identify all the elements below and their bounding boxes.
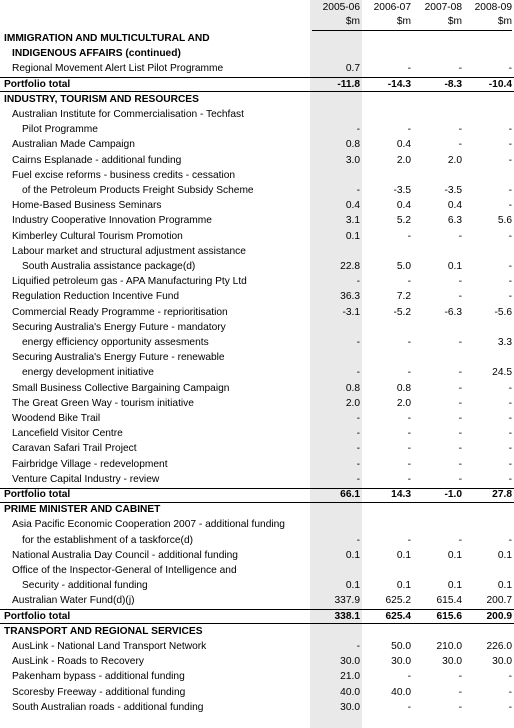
cell-value: - — [508, 291, 512, 303]
section-heading-row — [0, 31, 514, 46]
table-row — [0, 426, 514, 441]
cell-value: 0.1 — [345, 549, 360, 561]
cell-value: - — [356, 534, 360, 546]
cell-value: 337.9 — [334, 595, 360, 607]
cell-value: - — [508, 428, 512, 440]
cell-value: - — [458, 413, 462, 424]
cell-value: - — [356, 458, 360, 470]
row-label: South Australian roads - additional funding — [12, 701, 204, 713]
cell-value: 625.4 — [385, 610, 411, 622]
row-label: Fairbridge Village - redevelopment — [12, 458, 168, 470]
cell-value: 0.1 — [345, 580, 360, 592]
cell-value: 30.0 — [340, 701, 360, 713]
cell-value: - — [508, 671, 512, 683]
row-label: Pilot Programme — [22, 124, 98, 136]
cell-value: 30.0 — [442, 656, 462, 668]
row-label: Australian Water Fund(d)(j) — [12, 595, 135, 607]
cell-value: - — [356, 337, 360, 348]
table-row — [0, 61, 514, 76]
cell-value: - — [407, 230, 411, 242]
cell-value: - — [508, 534, 512, 546]
cell-value: - — [458, 701, 462, 713]
column-header-2005-06 — [310, 1, 360, 31]
cell-value: 0.8 — [345, 139, 360, 151]
row-label: AusLink - Roads to Recovery — [12, 656, 144, 668]
table-row — [0, 533, 514, 548]
row-label: energy efficiency opportunity assesments — [22, 337, 209, 348]
section-heading: TRANSPORT AND REGIONAL SERVICES — [4, 625, 203, 637]
cell-value: - — [407, 63, 411, 75]
row-label: Liquified petroleum gas - APA Manufacturing Pty Ltd — [12, 276, 247, 288]
cell-value: 40.0 — [391, 686, 411, 698]
cell-value: 22.8 — [340, 261, 360, 272]
row-label: Industry Cooperative Innovation Programme — [12, 215, 212, 227]
table-row — [0, 198, 514, 213]
row-label: Securing Australia's Energy Future - renewable — [12, 352, 225, 364]
cell-value: 3.3 — [497, 337, 512, 348]
column-unit: $m — [345, 16, 360, 27]
cell-value: - — [508, 276, 512, 288]
cell-value: 200.7 — [486, 595, 512, 607]
cell-value: - — [458, 458, 462, 470]
row-label: Fuel excise reforms - business credits - cessation — [12, 169, 236, 181]
table-row — [0, 137, 514, 152]
cell-value: 2.0 — [396, 397, 411, 409]
cell-value: 40.0 — [340, 686, 360, 698]
cell-value: - — [458, 397, 462, 409]
section-heading: PRIME MINISTER AND CABINET — [4, 504, 161, 516]
cell-value: -11.8 — [337, 78, 360, 90]
cell-value: 0.4 — [396, 139, 411, 151]
row-label: for the establishment of a taskforce(d) — [22, 534, 194, 546]
table-row — [0, 365, 514, 380]
cell-value: 21.0 — [340, 671, 360, 683]
cell-value: 0.4 — [345, 200, 360, 212]
cell-value: - — [458, 443, 462, 455]
column-header-2006-07 — [362, 1, 411, 31]
cell-value: 0.1 — [447, 580, 462, 592]
section-heading: INDIGENOUS AFFAIRS (continued) — [12, 48, 181, 60]
cell-value: 2.0 — [345, 397, 360, 409]
cell-value: - — [458, 473, 462, 485]
cell-value: - — [407, 428, 411, 440]
cell-value: - — [508, 473, 512, 485]
cell-value: - — [407, 124, 411, 136]
table-row — [0, 411, 514, 426]
cell-value: 0.7 — [345, 63, 360, 75]
cell-value: - — [407, 413, 411, 424]
cell-value: - — [356, 473, 360, 485]
cell-value: 3.1 — [345, 215, 360, 227]
cell-value: 5.0 — [396, 261, 411, 272]
cell-value: 615.6 — [436, 610, 462, 622]
row-label: Regulation Reduction Incentive Fund — [12, 291, 180, 303]
column-year: 2005-06 — [322, 2, 360, 13]
table-row — [0, 289, 514, 304]
cell-value: 2.0 — [447, 154, 462, 166]
cell-value: - — [407, 337, 411, 348]
table-row — [0, 274, 514, 289]
row-label: Kimberley Cultural Tourism Promotion — [12, 230, 183, 242]
table-row — [0, 305, 514, 320]
cell-value: 226.0 — [486, 641, 512, 652]
section-heading-row — [0, 502, 514, 517]
cell-value: 0.1 — [447, 261, 462, 272]
cell-value: - — [508, 443, 512, 455]
cell-value: - — [407, 701, 411, 713]
cell-value: - — [458, 337, 462, 348]
cell-value: 0.1 — [497, 549, 512, 561]
cell-value: 0.8 — [345, 382, 360, 394]
row-label: Small Business Collective Bargaining Campaign — [12, 382, 230, 394]
table-row — [0, 213, 514, 228]
cell-value: 3.0 — [345, 154, 360, 166]
cell-value: - — [458, 534, 462, 546]
cell-value: - — [508, 261, 512, 272]
table-row — [0, 517, 514, 532]
cell-value: - — [458, 63, 462, 75]
row-label: energy development initiative — [22, 367, 154, 379]
row-label: Regional Movement Alert List Pilot Programme — [12, 63, 224, 75]
row-label: Venture Capital Industry - review — [12, 473, 160, 485]
cell-value: - — [458, 291, 462, 303]
cell-value: - — [458, 428, 462, 440]
cell-value: - — [508, 139, 512, 151]
cell-value: - — [356, 428, 360, 440]
cell-value: 200.9 — [486, 610, 512, 622]
cell-value: 0.4 — [447, 200, 462, 212]
cell-value: 30.0 — [492, 656, 512, 668]
cell-value: - — [356, 367, 360, 379]
row-label: AusLink - National Land Transport Network — [12, 641, 207, 652]
portfolio-total-row — [0, 487, 514, 502]
table-row — [0, 168, 514, 183]
cell-value: -1.0 — [444, 489, 462, 500]
row-label: of the Petroleum Products Freight Subsidy Scheme — [22, 185, 254, 196]
section-heading: INDUSTRY, TOURISM AND RESOURCES — [4, 93, 199, 105]
cell-value: 2.0 — [396, 154, 411, 166]
cell-value: - — [508, 230, 512, 242]
cell-value: 30.0 — [340, 656, 360, 668]
row-label: Pakenham bypass - additional funding — [12, 671, 185, 683]
section-heading-row — [0, 92, 514, 107]
cell-value: - — [407, 458, 411, 470]
cell-value: - — [458, 671, 462, 683]
cell-value: - — [508, 701, 512, 713]
column-unit: $m — [497, 16, 512, 27]
row-label: Caravan Safari Trail Project — [12, 443, 137, 455]
section-heading-row — [0, 624, 514, 639]
cell-value: - — [458, 124, 462, 136]
total-rule-top — [0, 77, 514, 78]
cell-value: - — [508, 686, 512, 698]
cell-value: - — [407, 671, 411, 683]
table-row — [0, 381, 514, 396]
table-row — [0, 122, 514, 137]
cell-value: -5.2 — [393, 306, 411, 318]
cell-value: - — [356, 443, 360, 455]
cell-value: 0.1 — [497, 580, 512, 592]
column-unit: $m — [447, 16, 462, 27]
cell-value: 338.1 — [334, 610, 360, 622]
table-row — [0, 639, 514, 654]
cell-value: -5.6 — [494, 306, 512, 318]
table-row — [0, 320, 514, 335]
row-label: South Australia assistance package(d) — [22, 261, 196, 272]
row-label: Commercial Ready Programme - reprioritisation — [12, 306, 228, 318]
cell-value: - — [458, 230, 462, 242]
cell-value: 66.1 — [340, 489, 360, 500]
column-header-2007-08 — [413, 1, 462, 31]
row-label: Cairns Esplanade - additional funding — [12, 154, 182, 166]
row-label: Australian Made Campaign — [12, 139, 135, 151]
row-label: Security - additional funding — [22, 580, 148, 592]
cell-value: -6.3 — [444, 306, 462, 318]
table-row — [0, 593, 514, 608]
cell-value: 0.1 — [396, 549, 411, 561]
cell-value: -3.5 — [393, 185, 411, 196]
table-row — [0, 654, 514, 669]
total-rule-top — [0, 609, 514, 610]
section-heading: IMMIGRATION AND MULTICULTURAL AND — [4, 33, 210, 44]
row-label: Labour market and structural adjustment assistance — [12, 245, 246, 257]
cell-value: - — [508, 154, 512, 166]
cell-value: - — [458, 139, 462, 151]
cell-value: 7.2 — [396, 291, 411, 303]
table-row — [0, 472, 514, 487]
table-row — [0, 457, 514, 472]
cell-value: - — [356, 276, 360, 288]
cell-value: -8.3 — [444, 78, 462, 90]
cell-value: 0.8 — [396, 382, 411, 394]
row-label: Home-Based Business Seminars — [12, 200, 162, 212]
cell-value: - — [407, 534, 411, 546]
cell-value: 5.2 — [396, 215, 411, 227]
cell-value: - — [356, 641, 360, 652]
cell-value: 14.3 — [391, 489, 411, 500]
cell-value: - — [356, 185, 360, 196]
row-label: National Australia Day Council - additional funding — [12, 549, 238, 561]
table-row — [0, 259, 514, 274]
table-row — [0, 700, 514, 715]
table-row — [0, 153, 514, 168]
table-row — [0, 335, 514, 350]
table-row — [0, 396, 514, 411]
cell-value: - — [458, 276, 462, 288]
table-row — [0, 548, 514, 563]
cell-value: 0.4 — [396, 200, 411, 212]
cell-value: - — [508, 185, 512, 196]
total-label: Portfolio total — [4, 78, 71, 90]
table-row — [0, 669, 514, 684]
cell-value: -10.4 — [488, 78, 512, 90]
table-row — [0, 107, 514, 122]
row-label: The Great Green Way - tourism initiative — [12, 397, 194, 409]
cell-value: 36.3 — [340, 291, 360, 303]
cell-value: 27.8 — [492, 489, 512, 500]
cell-value: - — [458, 686, 462, 698]
column-year: 2006-07 — [373, 2, 411, 13]
cell-value: - — [508, 382, 512, 394]
cell-value: -3.1 — [342, 306, 360, 318]
cell-value: 6.3 — [447, 215, 462, 227]
cell-value: - — [508, 397, 512, 409]
cell-value: - — [356, 413, 360, 424]
cell-value: 615.4 — [436, 595, 462, 607]
column-unit: $m — [396, 16, 411, 27]
cell-value: - — [356, 124, 360, 136]
table-row — [0, 350, 514, 365]
portfolio-total-row — [0, 77, 514, 92]
row-label: Office of the Inspector-General of Intelligence and — [12, 565, 237, 576]
cell-value: - — [508, 63, 512, 75]
section-heading-row — [0, 46, 514, 61]
table-row — [0, 183, 514, 198]
cell-value: 625.2 — [385, 595, 411, 607]
column-year: 2008-09 — [474, 2, 512, 13]
total-rule-top — [0, 488, 514, 489]
table-row — [0, 563, 514, 578]
table-row — [0, 229, 514, 244]
cell-value: - — [407, 443, 411, 455]
table-row — [0, 685, 514, 700]
cell-value: 50.0 — [391, 641, 411, 652]
column-header-2008-09 — [464, 1, 512, 31]
row-label: Australian Institute for Commercialisation - Techfast — [12, 109, 244, 120]
cell-value: 0.1 — [447, 549, 462, 561]
cell-value: 210.0 — [436, 641, 462, 652]
row-label: Scoresby Freeway - additional funding — [12, 686, 186, 698]
cell-value: -14.3 — [387, 78, 411, 90]
cell-value: - — [407, 276, 411, 288]
cell-value: - — [458, 382, 462, 394]
cell-value: 24.5 — [492, 367, 512, 379]
row-label: Securing Australia's Energy Future - mandatory — [12, 321, 226, 333]
table-row — [0, 244, 514, 259]
cell-value: - — [508, 200, 512, 212]
total-label: Portfolio total — [4, 489, 71, 500]
cell-value: - — [508, 458, 512, 470]
row-label: Asia Pacific Economic Cooperation 2007 - additional funding — [12, 519, 285, 531]
table-row — [0, 578, 514, 593]
cell-value: 30.0 — [391, 656, 411, 668]
cell-value: - — [407, 473, 411, 485]
row-label: Lancefield Visitor Centre — [12, 428, 123, 440]
cell-value: - — [508, 413, 512, 424]
cell-value: 0.1 — [396, 580, 411, 592]
cell-value: 5.6 — [497, 215, 512, 227]
cell-value: - — [407, 367, 411, 379]
total-label: Portfolio total — [4, 610, 71, 622]
row-label: Woodend Bike Trail — [12, 413, 101, 424]
cell-value: 0.1 — [345, 230, 360, 242]
cell-value: - — [508, 124, 512, 136]
table-row — [0, 441, 514, 456]
cell-value: -3.5 — [444, 185, 462, 196]
portfolio-total-row — [0, 609, 514, 624]
cell-value: - — [458, 367, 462, 379]
column-year: 2007-08 — [424, 2, 462, 13]
